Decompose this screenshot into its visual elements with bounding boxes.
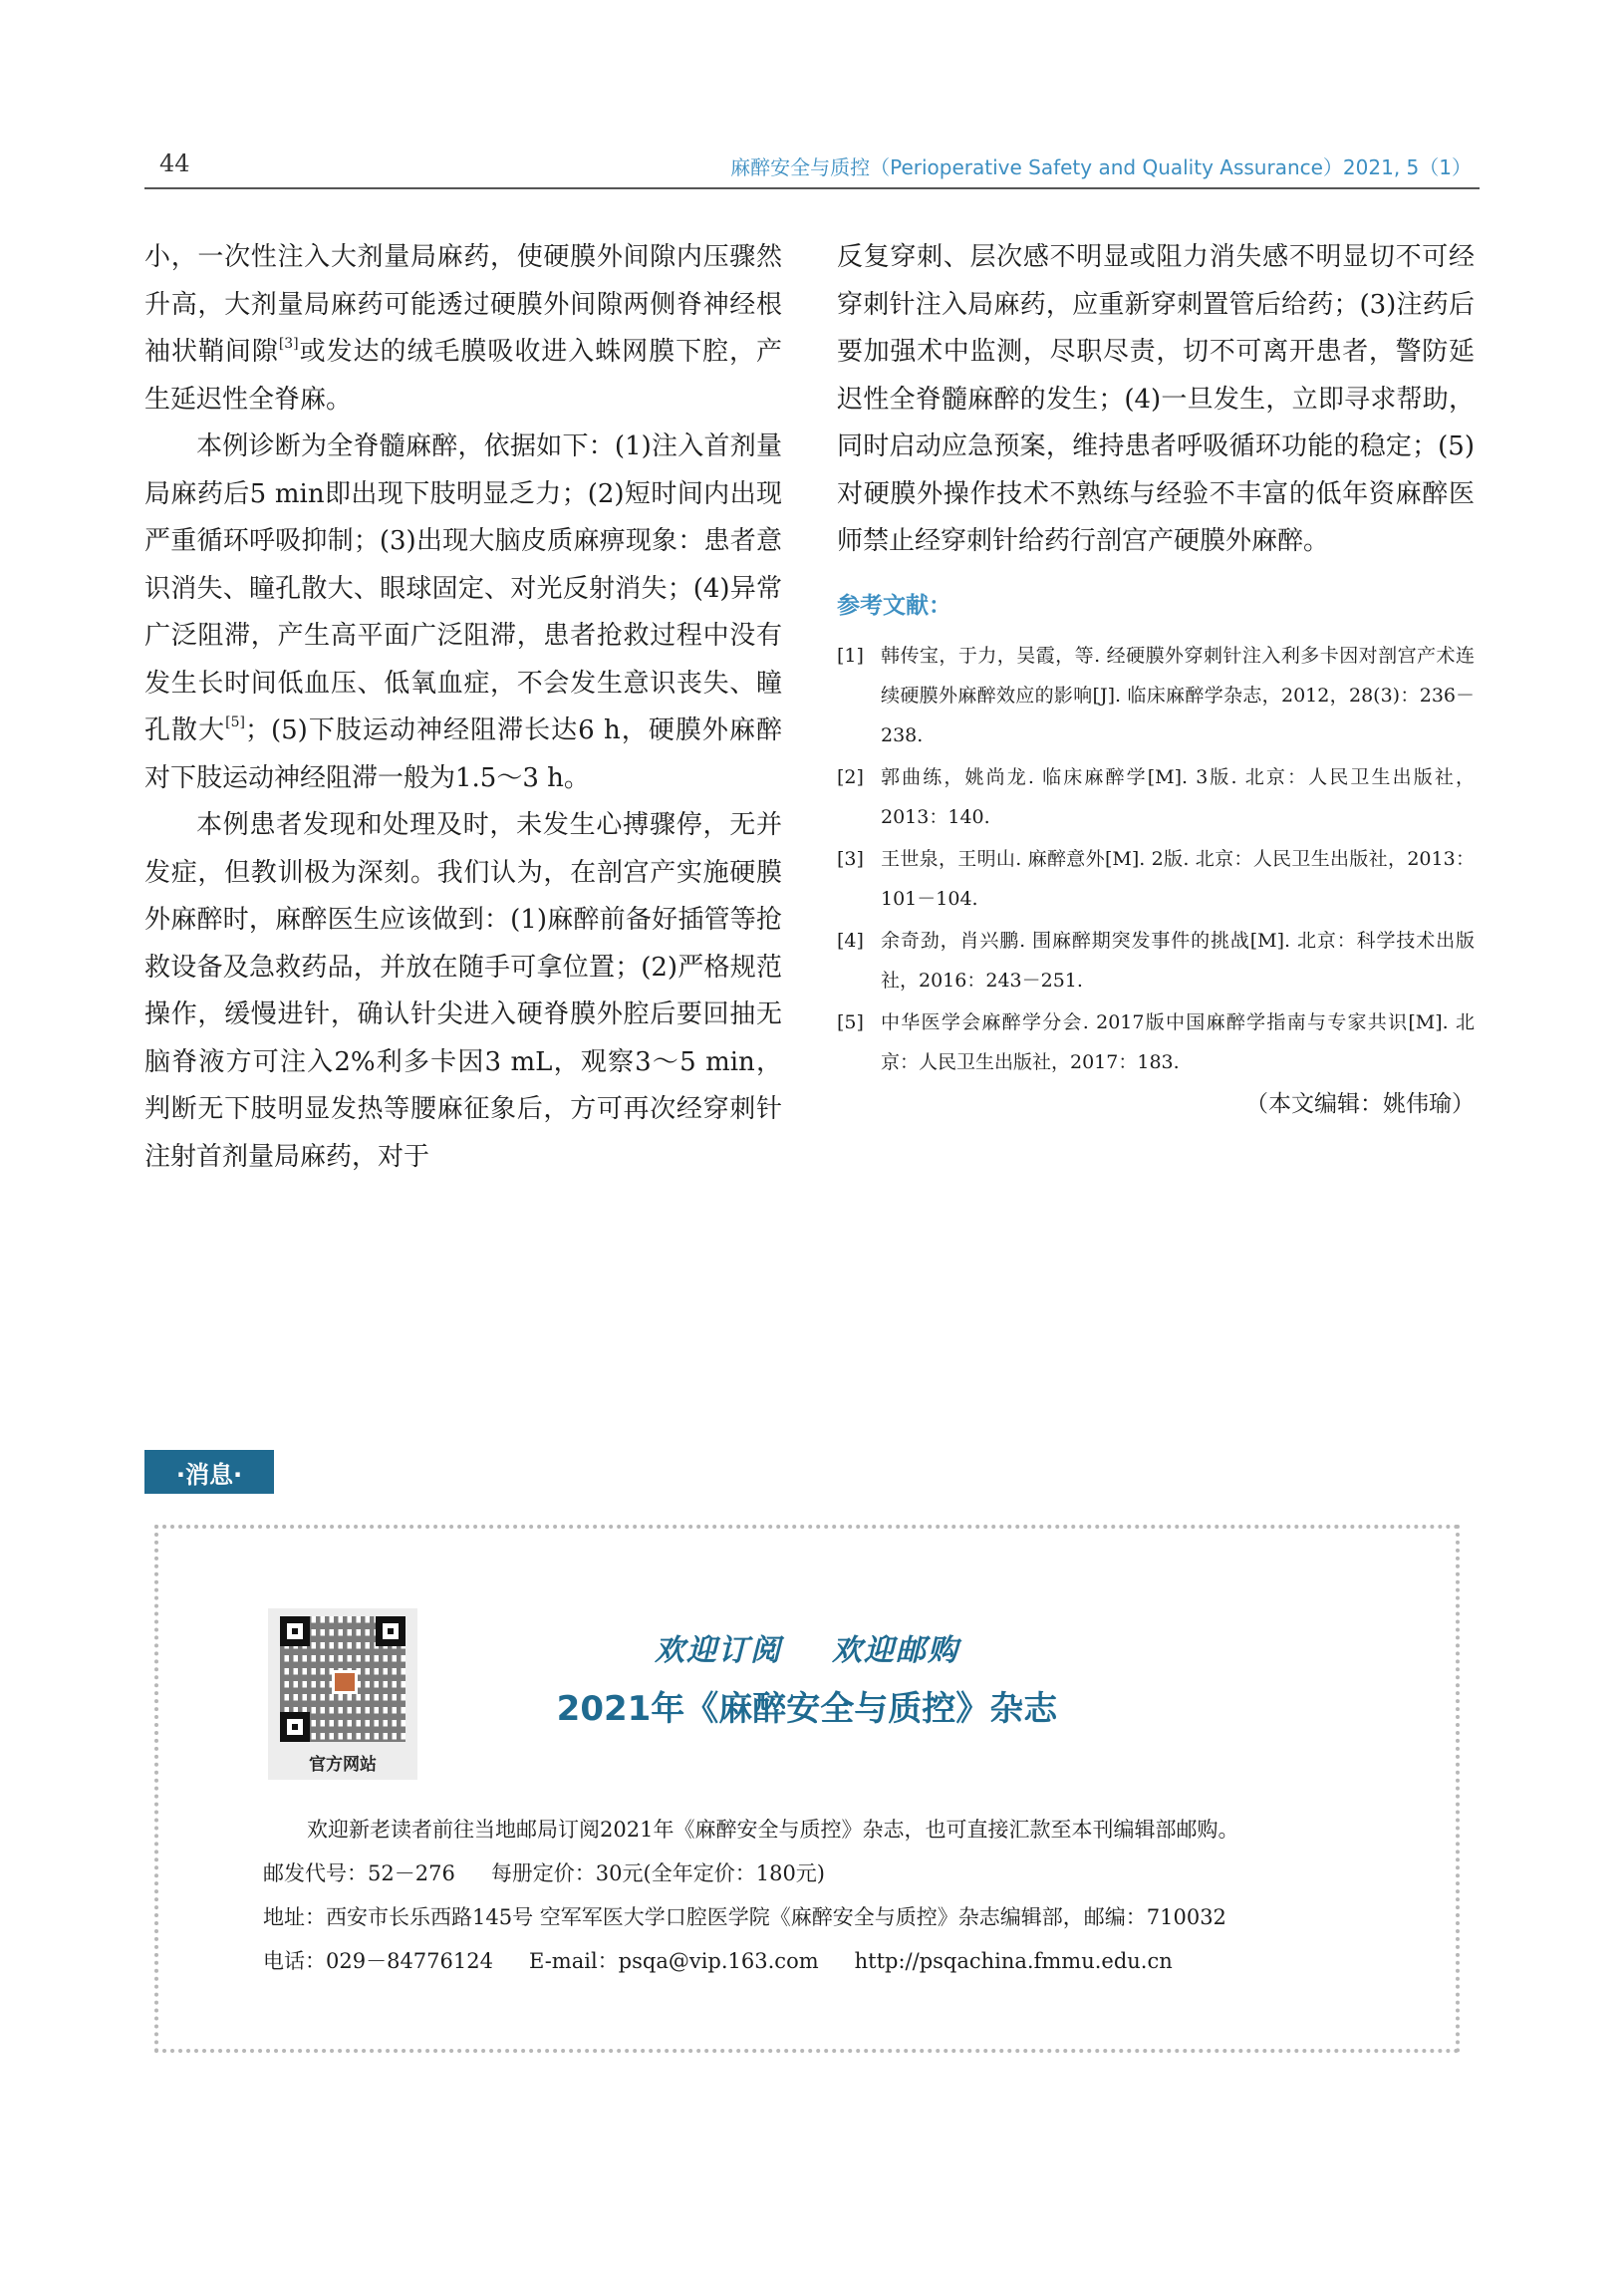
postal-code: 邮发代号：52－276 <box>263 1861 455 1885</box>
welcome-mail-order: 欢迎邮购 <box>832 1633 959 1668</box>
paragraph: 小，一次性注入大剂量局麻药，使硬膜外间隙内压骤然升高，大剂量局麻药可能透过硬膜外间隙两侧脊神经根袖状鞘间隙[3]或发达的绒毛膜吸收进入蛛网膜下腔，产生延迟性全脊麻。 <box>144 242 782 415</box>
reference-item: [1] 韩传宝，于力，吴霞，等. 经硬膜外穿刺针注入利多卡因对剖宫产术连续硬膜外麻醉效应的影响[J]. 临床麻醉学杂志，2012，28(3)：236－238. <box>837 644 1475 746</box>
references-heading: 参考文献： <box>837 592 951 619</box>
reference-list <box>837 636 1475 1082</box>
address-line: 地址：西安市长乐西路145号 空军军医大学口腔医学院《麻醉安全与质控》杂志编辑部，邮编：710032 <box>263 1905 1226 1929</box>
page-header <box>144 140 1480 189</box>
reference-item: [5] 中华医学会麻醉学分会. 2017版中国麻醉学指南与专家共识[M]. 北京：人民卫生出版社，2017：183. <box>837 1010 1475 1073</box>
welcome-subscribe: 欢迎订阅 <box>655 1633 782 1668</box>
paragraph: 反复穿刺、层次感不明显或阻力消失感不明显切不可经穿刺针注入局麻药，应重新穿刺置管后给药；(3)注药后要加强术中监测，尽职尽责，切不可离开患者，警防延迟性全脊髓麻醉的发生；(4)一旦发生，立即寻求帮助，同时启动应急预案，维持患者呼吸循环功能的稳定；(5)对硬膜外操作技术不熟练与经验不丰富的低年资麻醉医师禁止经穿刺针给药行剖宫产硬膜外麻醉。 <box>837 242 1475 556</box>
journal-info: 麻醉安全与质控（Perioperative Safety and Quality Assurance）2021, 5（1） <box>730 155 1472 179</box>
welcome-slogan <box>158 1625 1456 1669</box>
citation: [3] <box>278 336 299 352</box>
magazine-title: 2021年《麻醉安全与质控》杂志 <box>556 1689 1058 1729</box>
paragraph: 本例诊断为全脊髓麻醉，依据如下：(1)注入首剂量局麻药后5 min即出现下肢明显乏力；(2)短时间内出现严重循环呼吸抑制；(3)出现大脑皮质麻痹现象：患者意识消失、瞳孔散大、眼球固定、对光反射消失；(4)异常广泛阻滞，产生高平面广泛阻滞，患者抢救过程中没有发生长时间低血压、低氧血症，不会发生意识丧失、瞳孔散大[5]；(5)下肢运动神经阻滞长达6 h，硬膜外麻醉对下肢运动神经阻滞一般为1.5～3 h。 <box>144 431 782 793</box>
left-column <box>144 234 782 1181</box>
citation: [5] <box>225 714 245 730</box>
reference-item: [2] 郭曲练，姚尚龙. 临床麻醉学[M]. 3版. 北京：人民卫生出版社，2013：140. <box>837 765 1475 828</box>
price: 每册定价：30元(全年定价：180元) <box>490 1861 826 1885</box>
price-line <box>263 1852 1379 1895</box>
page-number: 44 <box>159 149 190 177</box>
intro-line: 欢迎新老读者前往当地邮局订阅2021年《麻醉安全与质控》杂志，也可直接汇款至本刊编辑部邮购。 <box>307 1818 1239 1842</box>
editor-credit: （本文编辑：姚伟瑜） <box>1245 1090 1475 1117</box>
contact-line <box>263 1939 1379 1983</box>
subscription-notice <box>154 1525 1460 2053</box>
right-column <box>837 234 1475 1124</box>
phone: 电话：029－84776124 <box>263 1949 493 1973</box>
qr-caption: 官方网站 <box>309 1755 377 1775</box>
reference-item: [3] 王世泉，王明山. 麻醉意外[M]. 2版. 北京：人民卫生出版社，2013：101－104. <box>837 847 1475 910</box>
news-tag: ·消息· <box>144 1450 274 1494</box>
paragraph: 本例患者发现和处理及时，未发生心搏骤停，无并发症，但教训极为深刻。我们认为，在剖宫产实施硬膜外麻醉时，麻醉医生应该做到：(1)麻醉前备好插管等抢救设备及急救药品，并放在随手可拿位置；(2)严格规范操作，缓慢进针，确认针尖进入硬脊膜外腔后要回抽无脑脊液方可注入2%利多卡因3 mL，观察3～5 min，判断无下肢明显发热等腰麻征象后，方可再次经穿刺针注射首剂量局麻药，对于 <box>144 810 782 1172</box>
subscription-info <box>263 1808 1379 1983</box>
reference-item: [4] 余奇劲，肖兴鹏. 围麻醉期突发事件的挑战[M]. 北京：科学技术出版社，2016：243－251. <box>837 929 1475 992</box>
website-link[interactable]: http://psqachina.fmmu.edu.cn <box>854 1949 1173 1973</box>
email[interactable]: E-mail：psqa@vip.163.com <box>528 1949 819 1973</box>
